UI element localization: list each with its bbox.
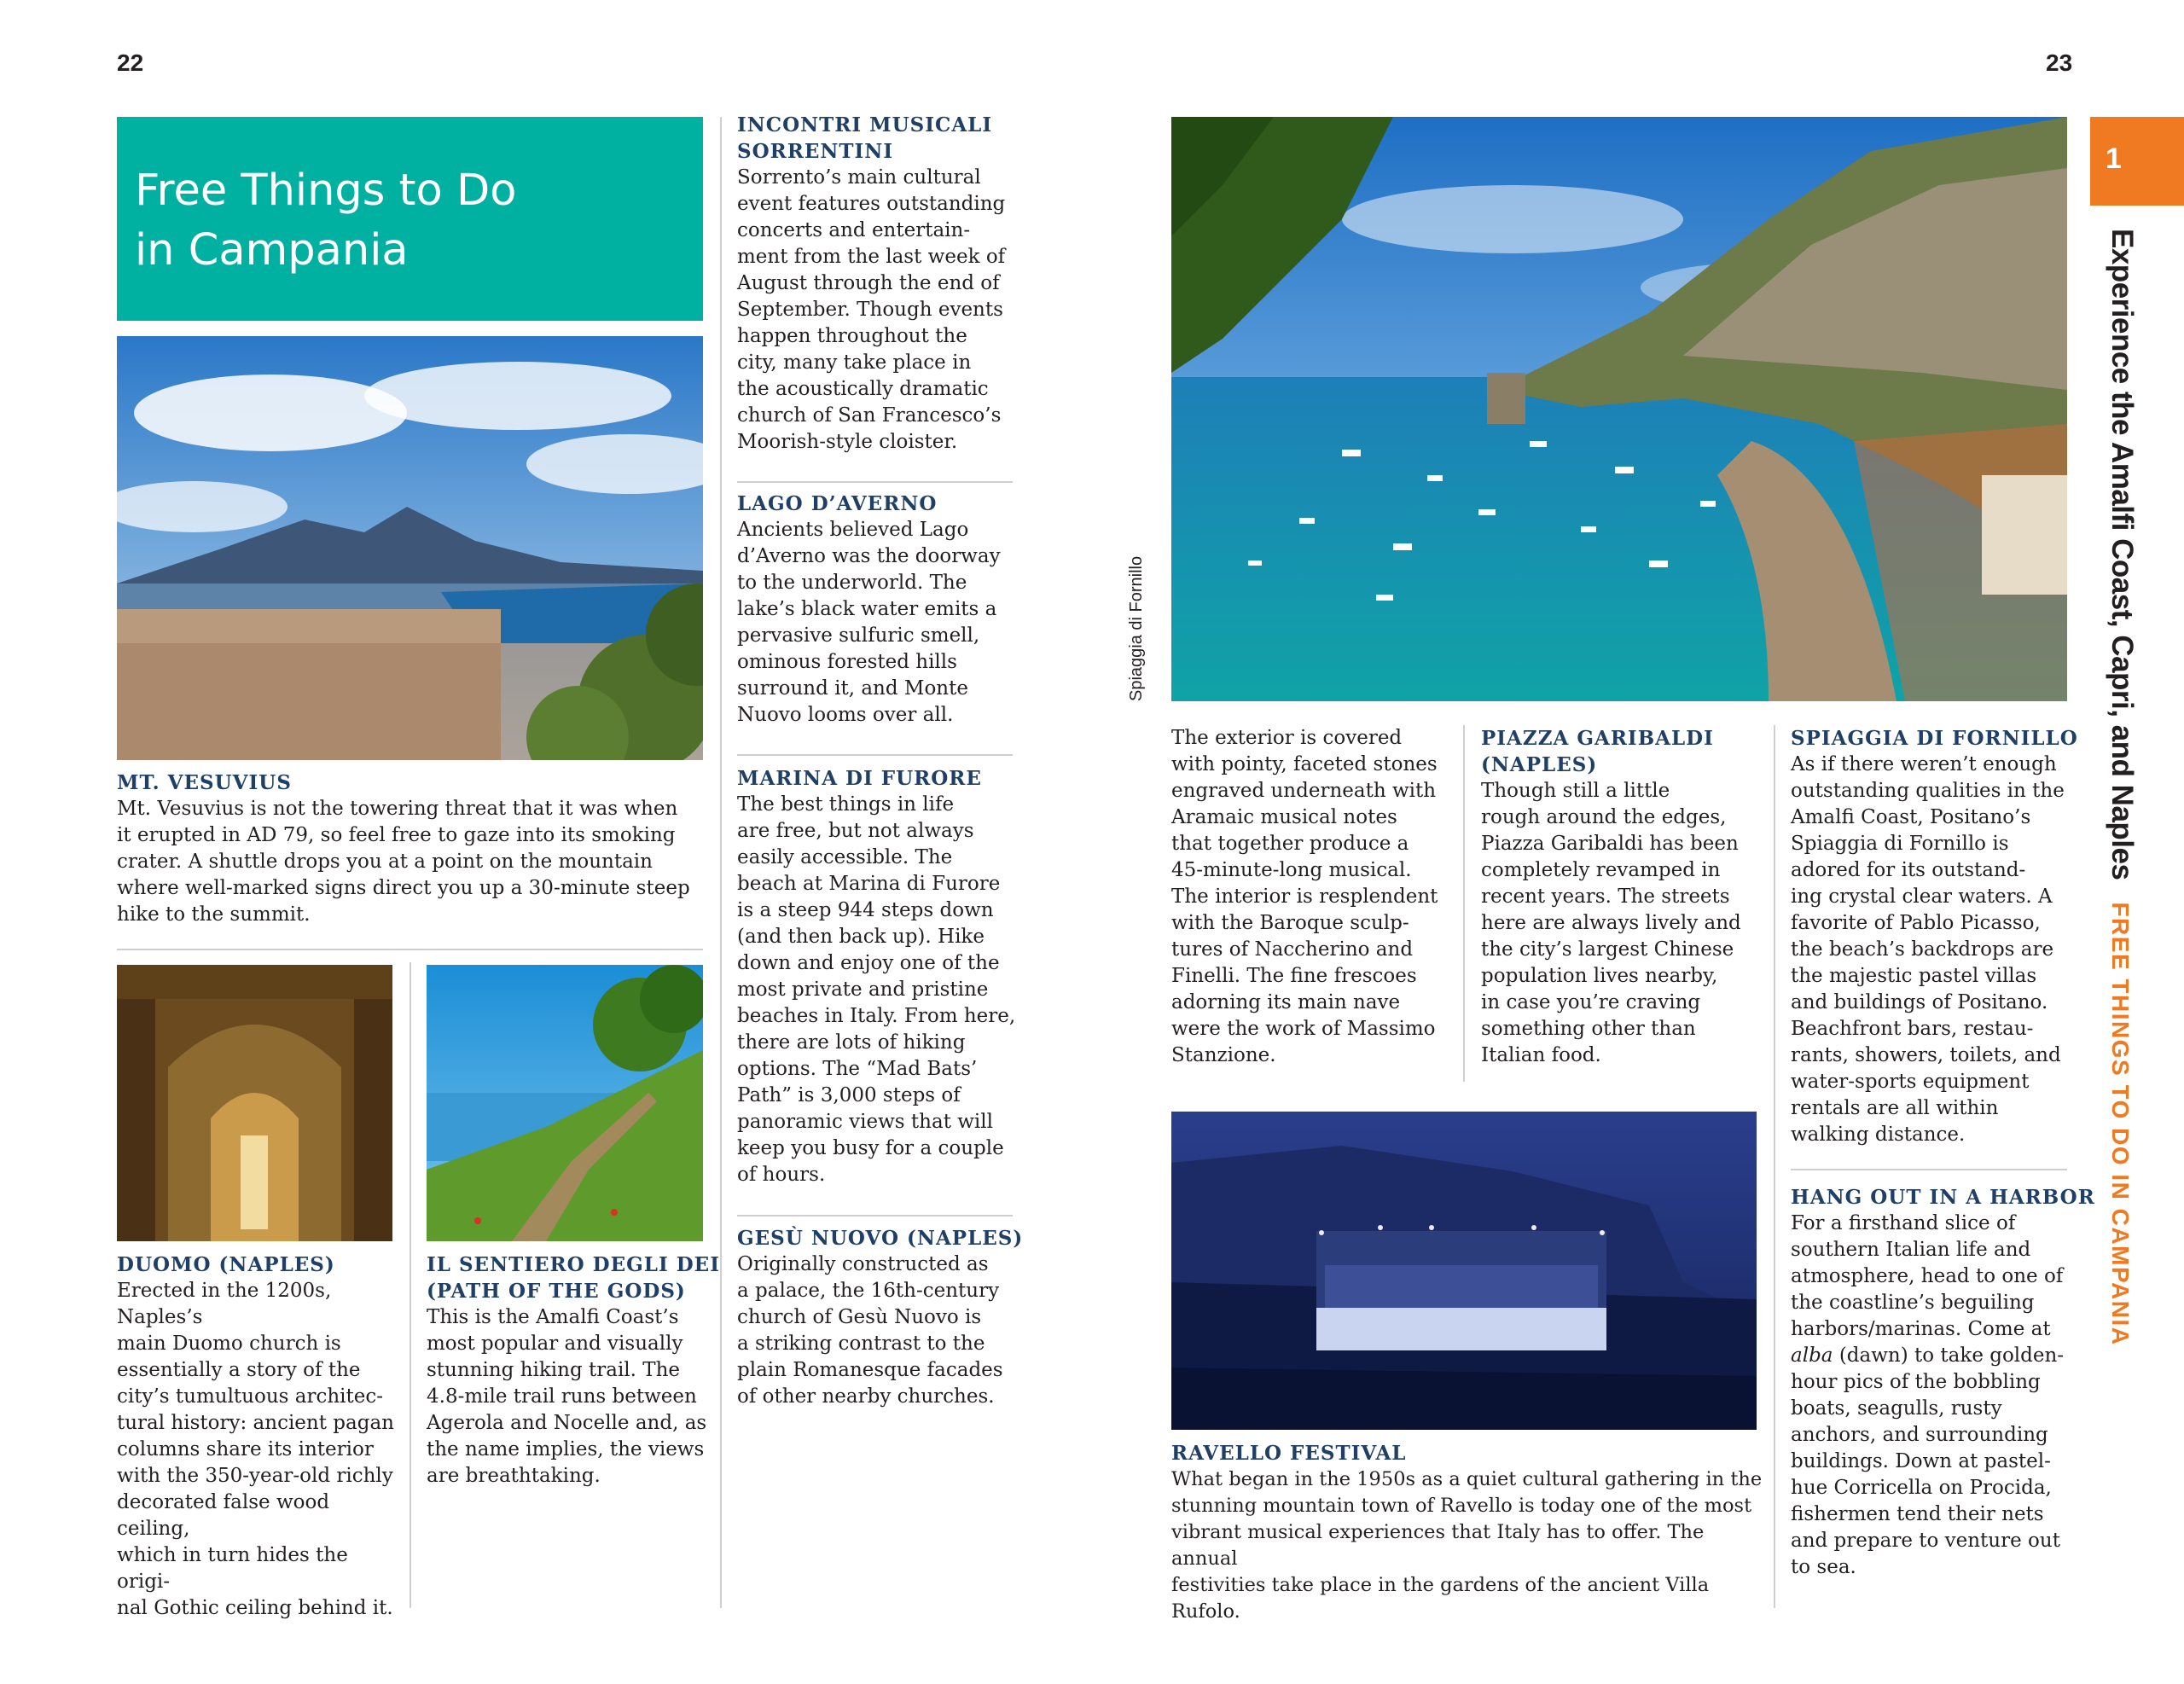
sentiero-body: This is the Amalfi Coast’s most popular and visually stunning hiking trail. The 4.8-mile trail runs between Agerola and Nocelle and, as the name implies, the views are breathtaking. xyxy=(427,1306,707,1487)
page-number-left: 22 xyxy=(117,49,144,76)
harbor-body-part-2: (dawn) to take golden- hour pics of the bobbling boats, seagulls, rusty anchors, and surrounding buildings. Down at pastel- hue Corricella on Procida, fishermen tend their nets and prepare to venture out to sea. xyxy=(1791,1344,2065,1578)
incontri-heading: INCONTRI MUSICALI SORRENTINI xyxy=(737,113,993,163)
section-label: FREE THINGS TO DO IN CAMPANIA xyxy=(2107,902,2134,1346)
fornillo-photo xyxy=(1171,117,2067,701)
garibaldi-heading: PIAZZA GARIBALDI (NAPLES) xyxy=(1481,727,1714,776)
duomo-body: Erected in the 1200s, Naples’s main Duomo church is essentially a story of the city’s tumultuous architec- tural history: ancient pagan columns share its interior with the 350-year-old richly decorated false wood ceiling, which in turn hides the origi- nal Gothic ceiling behind it. xyxy=(117,1280,394,1619)
divider xyxy=(1791,1169,2067,1170)
harbor-body xyxy=(1791,1211,2081,1581)
fornillo-body: As if there weren’t enough outstanding qualities in the Amalfi Coast, Positano’s Spiaggia di Fornillo is adored for its outstand- ing crystal clear waters. A favorite of Pablo Picasso, the beach’s backdrops are the majestic pastel villas and buildings of Positano. Beachfront bars, restau- rants, showers, toilets, and water-sports equipment rentals are all within walking distance. xyxy=(1791,753,2065,1146)
gesu-body-continued: The exterior is covered with pointy, faceted stones engraved underneath with Aramaic musical notes that together produce a 45-minute-long musical. The interior is resplendent with the Baroque sculp- tures of Naccherino and Finelli. The fine frescoes adorning its main nave were the work of Massimo Stanzione. xyxy=(1171,727,1438,1066)
photo-credit: Spiaggia di Fornillo xyxy=(1127,555,1146,701)
page-number-right: 23 xyxy=(2046,49,2073,76)
running-head xyxy=(2105,229,2139,1346)
column-divider xyxy=(1774,725,1775,1608)
vesuvius-heading: MT. VESUVIUS xyxy=(117,771,292,794)
vesuvius-body: Mt. Vesuvius is not the towering threat that it was when it erupted in AD 79, so feel free to gaze into its smoking crater. A shuttle drops you at a point on the mountain where well-marked signs direct you up a 30-minute steep hike to the summit. xyxy=(117,798,690,926)
averno-heading: LAGO D’AVERNO xyxy=(737,492,938,515)
column-divider xyxy=(1463,725,1465,1082)
divider xyxy=(737,754,1013,756)
harbor-heading: HANG OUT IN A HARBOR xyxy=(1791,1186,2095,1209)
divider xyxy=(737,1215,1013,1217)
garibaldi-body: Though still a little rough around the edges, Piazza Garibaldi has been completely revamped in recent years. The streets here are always lively and the city’s largest Chinese population lives nearby, in case you’re craving something other than Italian food. xyxy=(1481,780,1741,1066)
fornillo-heading: SPIAGGIA DI FORNILLO xyxy=(1791,727,2078,750)
averno-body: Ancients believed Lago d’Averno was the doorway to the underworld. The lake’s black water emits a pervasive sulfuric smell, ominous forested hills surround it, and Monte Nuovo looms over all. xyxy=(737,519,1001,726)
harbor-body-part-1: For a firsthand slice of southern Italian life and atmosphere, head to one of the coastline’s beguiling harbors/marinas. Come at xyxy=(1791,1212,2064,1340)
harbor-body-italic: alba xyxy=(1791,1344,1833,1367)
ravello-body: What began in the 1950s as a quiet cultural gathering in the stunning mountain town of Ravello is today one of the most vibrant musical experiences that Italy has to offer. The annual festivities take place in the gardens of the ancient Villa Rufolo. xyxy=(1171,1468,1763,1623)
page-title: Free Things to Do in Campania xyxy=(135,165,517,276)
chapter-tab xyxy=(2090,117,2184,206)
duomo-photo xyxy=(117,965,392,1241)
title-banner xyxy=(117,117,703,321)
vesuvius-photo xyxy=(117,336,703,760)
divider xyxy=(117,949,703,950)
incontri-body: Sorrento’s main cultural event features outstanding concerts and entertain- ment from the last week of August through the end of September. Though events happen throughout the city, many take place in the acoustically dramatic church of San Francesco’s Moorish-style cloister. xyxy=(737,166,1006,453)
column-divider xyxy=(720,117,722,1608)
gesu-body: Originally constructed as a palace, the 16th-century church of Gesù Nuovo is a striking contrast to the plain Romanesque facades of other nearby churches. xyxy=(737,1253,1003,1408)
divider xyxy=(737,481,1013,483)
chapter-title: Experience the Amalfi Coast, Capri, and Naples xyxy=(2106,229,2139,880)
duomo-heading: DUOMO (NAPLES) xyxy=(117,1253,335,1276)
gesu-heading: GESÙ NUOVO (NAPLES) xyxy=(737,1227,1024,1250)
furore-body: The best things in life are free, but not always easily accessible. The beach at Marina di Furore is a steep 944 steps down (and then back up). Hike down and enjoy one of the most private and pristine beaches in Italy. From here, there are lots of hiking options. The “Mad Bats’ Path” is 3,000 steps of panoramic views that will keep you busy for a couple of hours. xyxy=(737,793,1016,1186)
chapter-number: 1 xyxy=(2106,142,2122,175)
sentiero-heading: IL SENTIERO DEGLI DEI (PATH OF THE GODS) xyxy=(427,1253,720,1303)
ravello-photo xyxy=(1171,1112,1757,1430)
ravello-heading: RAVELLO FESTIVAL xyxy=(1171,1442,1407,1465)
furore-heading: MARINA DI FURORE xyxy=(737,767,982,790)
column-divider xyxy=(410,962,411,1608)
sentiero-photo xyxy=(427,965,703,1241)
